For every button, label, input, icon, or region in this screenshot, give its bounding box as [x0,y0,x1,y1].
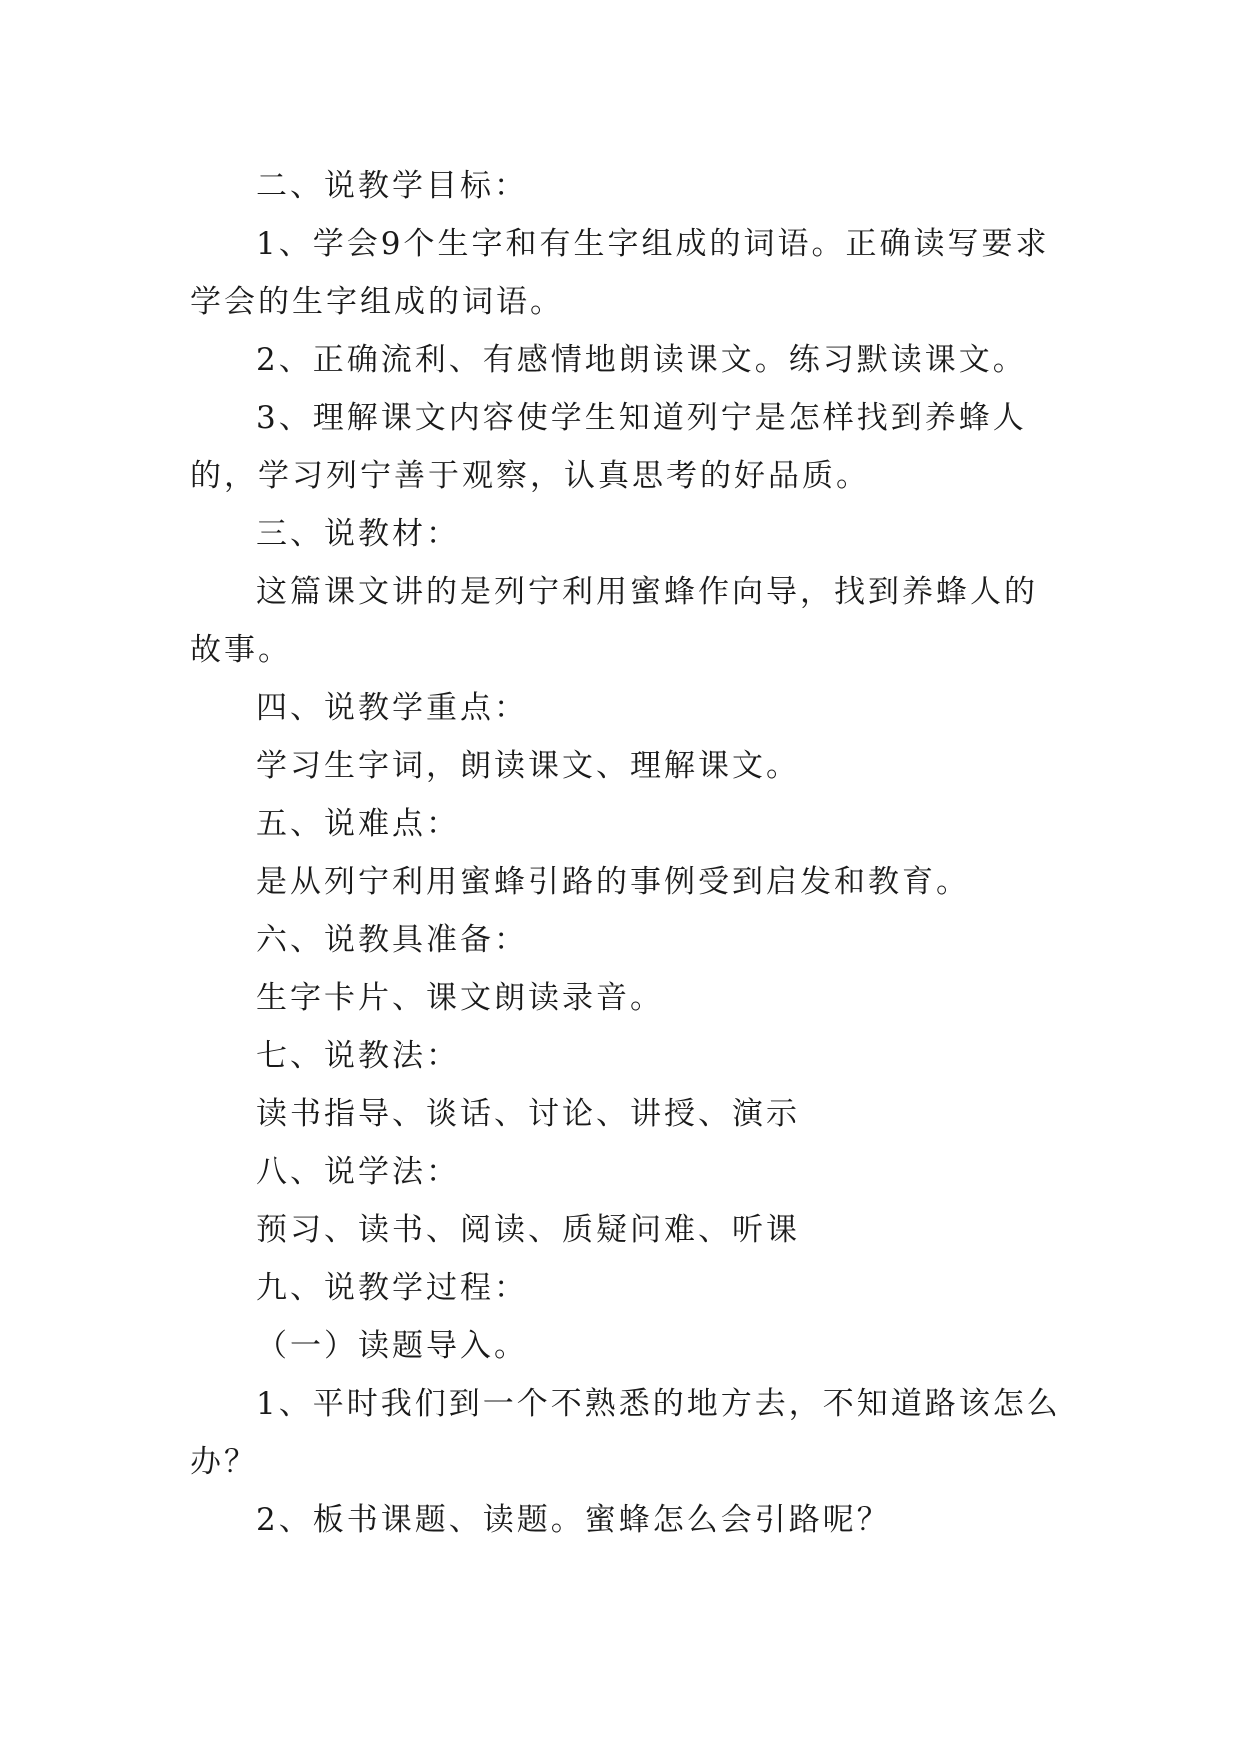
goal-item-1: 1、学会9个生字和有生字组成的词语。正确读写要求学会的生字组成的词语。 [190,226,1050,320]
section-heading-teaching-methods: 七、说教法： [256,1038,460,1074]
teaching-aids-paragraph: 生字卡片、课文朗读录音。 [256,980,664,1016]
learning-methods-paragraph: 预习、读书、阅读、质疑问难、听课 [256,1212,800,1248]
goal-item-2: 2、正确流利、有感情地朗读课文。练习默读课文。 [256,342,1027,378]
difficulties-paragraph: 是从列宁利用蜜蜂引路的事例受到启发和教育。 [256,864,970,900]
teaching-methods-paragraph: 读书指导、谈话、讨论、讲授、演示 [256,1096,800,1132]
textbook-paragraph: 这篇课文讲的是列宁利用蜜蜂作向导，找到养蜂人的故事。 [190,574,1038,668]
section-heading-teaching-aids: 六、说教具准备： [256,922,528,958]
process-subheading-1: （一）读题导入。 [256,1328,528,1364]
process-item-2: 2、板书课题、读题。蜜蜂怎么会引路呢？ [256,1502,891,1538]
process-item-1: 1、平时我们到一个不熟悉的地方去，不知道路该怎么办？ [190,1386,1061,1480]
section-heading-learning-methods: 八、说学法： [256,1154,460,1190]
document-body [190,157,1070,1549]
section-heading-key-points: 四、说教学重点： [256,690,528,726]
section-heading-teaching-goals: 二、说教学目标： [256,168,528,204]
key-points-paragraph: 学习生字词，朗读课文、理解课文。 [256,748,800,784]
section-heading-textbook: 三、说教材： [256,516,460,552]
goal-item-3: 3、理解课文内容使学生知道列宁是怎样找到养蜂人的，学习列宁善于观察，认真思考的好品质。 [190,400,1027,494]
section-heading-difficulties: 五、说难点： [256,806,460,842]
section-heading-teaching-process: 九、说教学过程： [256,1270,528,1306]
